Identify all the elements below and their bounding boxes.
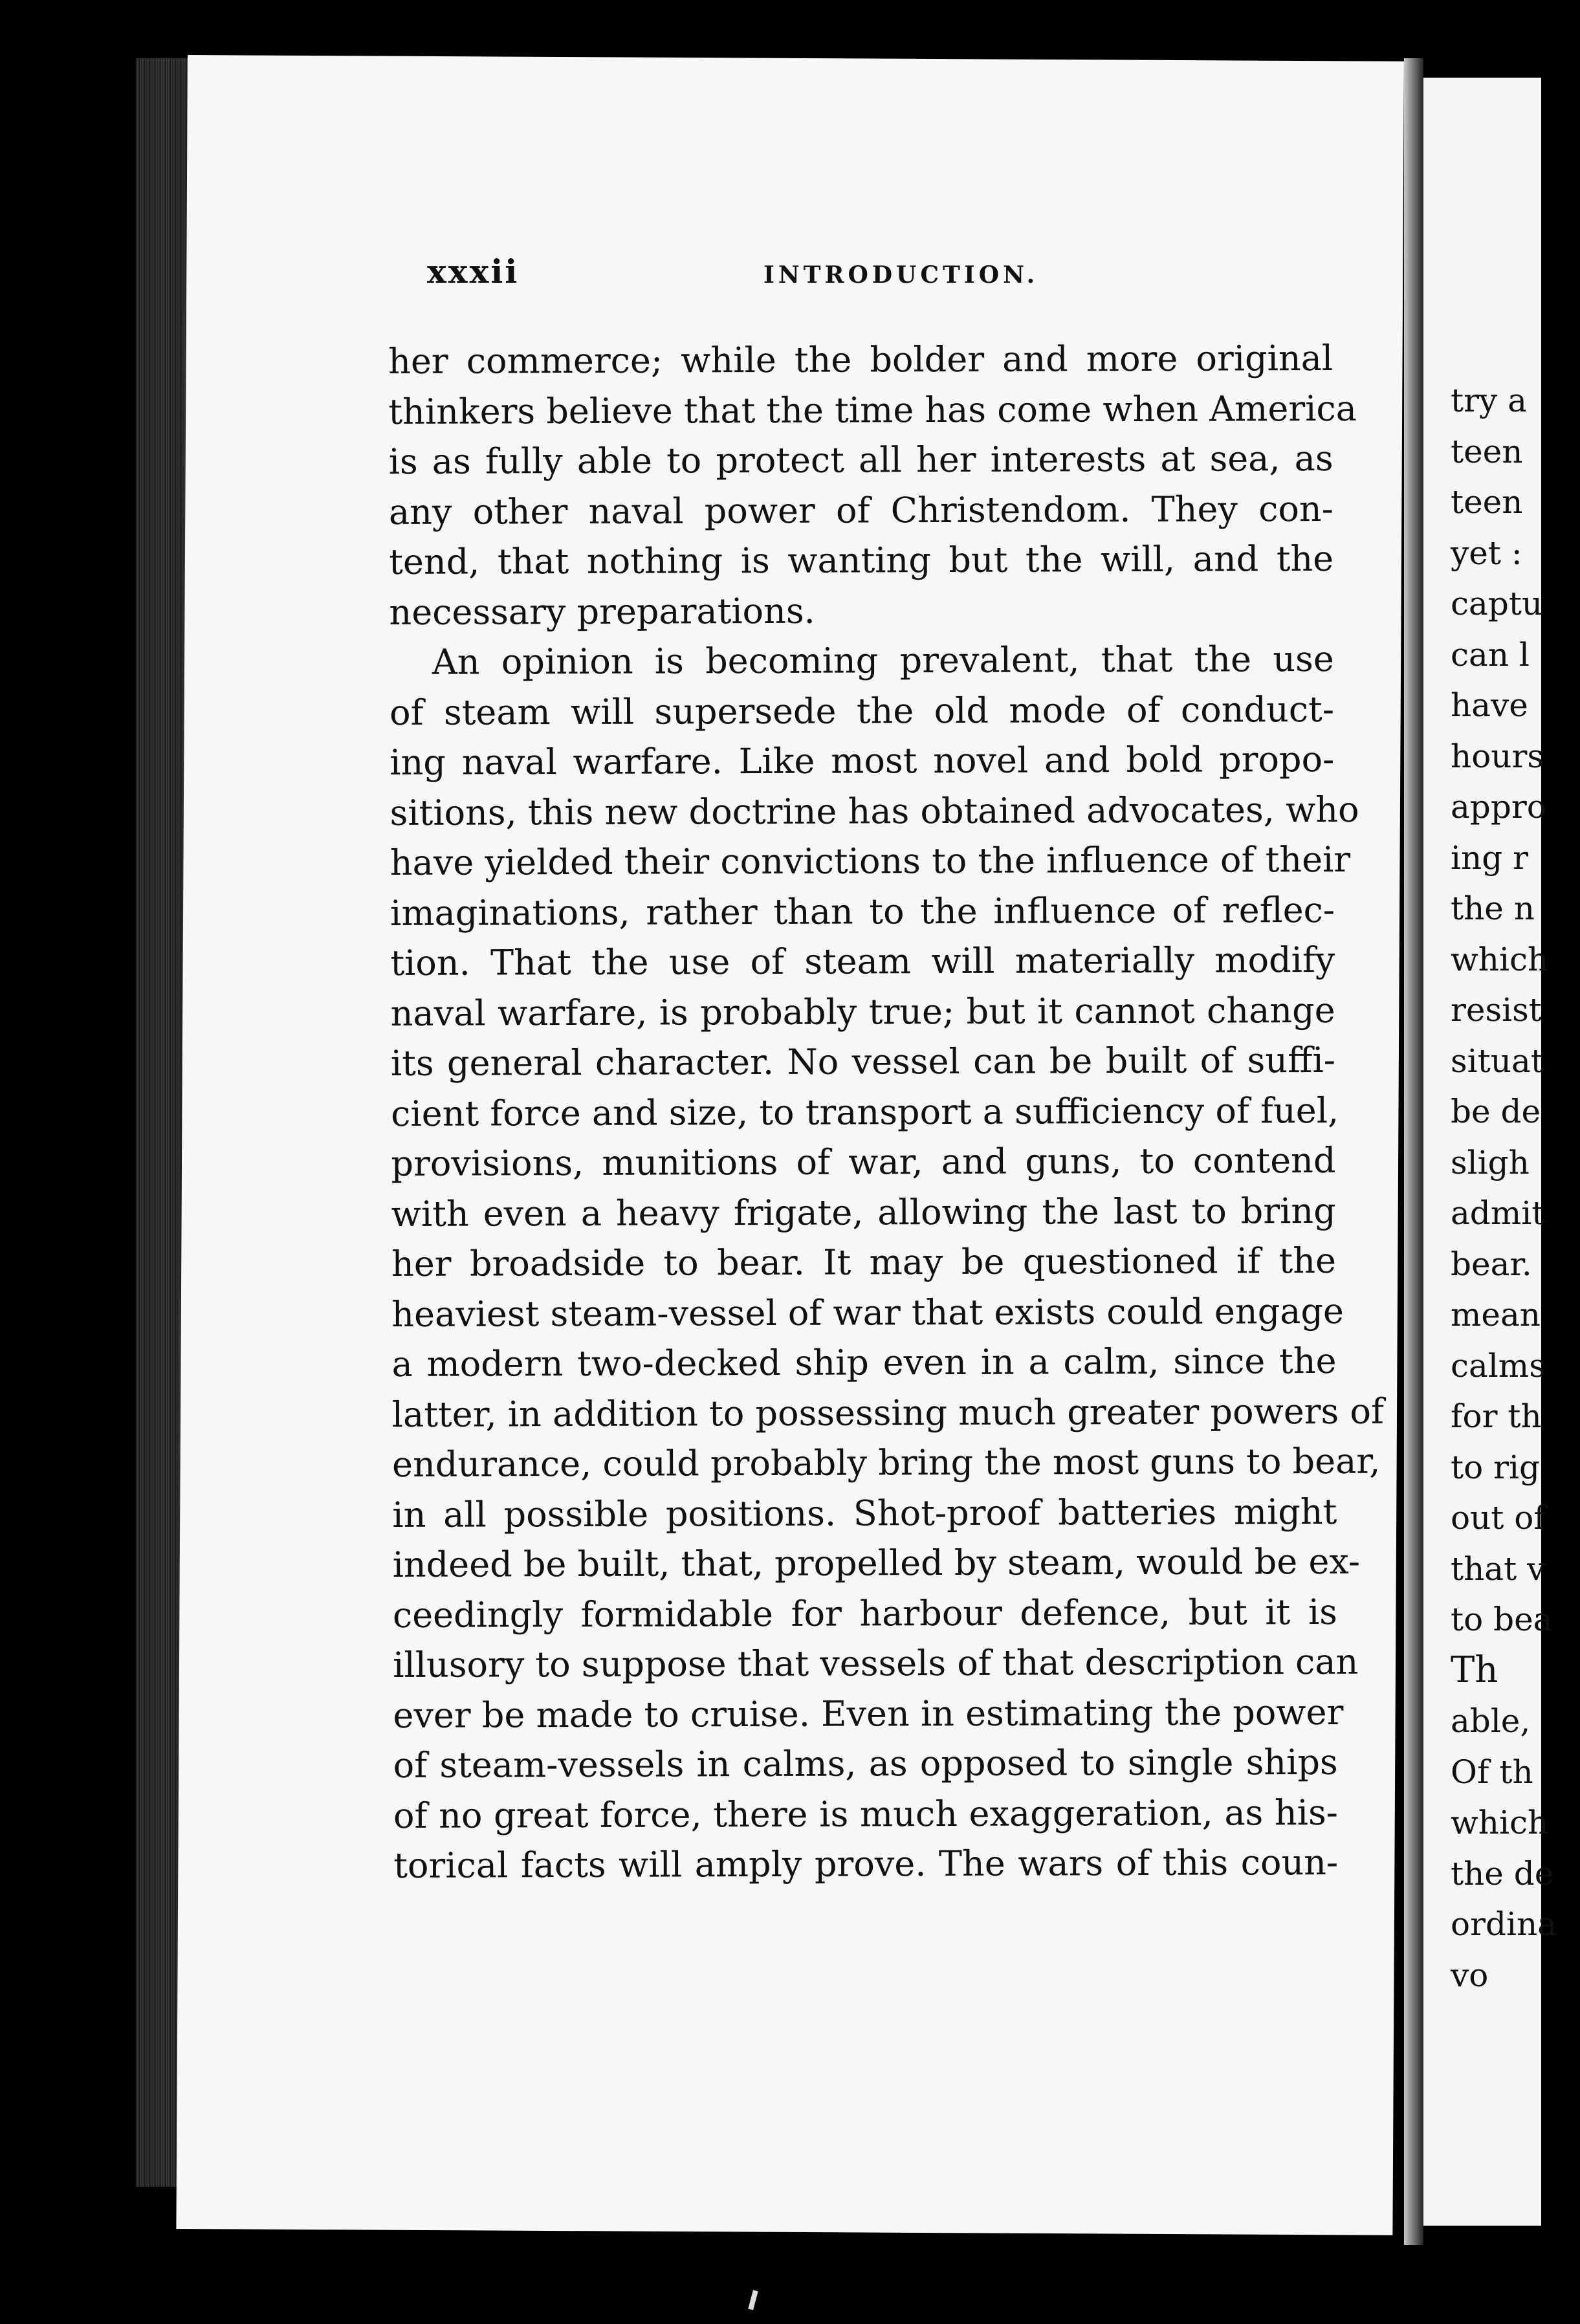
running-head: INTRODUCTION.	[763, 261, 1039, 289]
text-line: is as fully able to protect all her interests at sea, as	[388, 437, 1333, 482]
text-line: illusory to suppose that vessels of that description can	[393, 1641, 1359, 1685]
right-text-fragment: can l	[1451, 635, 1530, 674]
right-text-fragment: mean	[1451, 1296, 1541, 1333]
text-line: have yielded their convictions to the influence of their	[390, 839, 1351, 883]
right-text-fragment: for th	[1451, 1398, 1542, 1435]
text-line: of steam-vessels in calms, as opposed to single ships	[393, 1741, 1338, 1786]
body-text	[388, 333, 1385, 1891]
text-line: with even a heavy frigate, allowing the last to bring	[391, 1190, 1336, 1234]
right-text-fragment: to rig	[1451, 1448, 1540, 1486]
right-text-fragment: have	[1451, 686, 1528, 724]
right-text-fragment: calms	[1451, 1346, 1546, 1385]
right-text-fragment: bear.	[1451, 1245, 1532, 1283]
right-text-fragment: yet :	[1451, 534, 1522, 572]
book-gutter	[1404, 58, 1423, 2245]
page-header	[427, 252, 1333, 311]
text-line: cient force and size, to transport a sufficiency of fuel,	[391, 1090, 1339, 1134]
text-line: indeed be built, that, propelled by steam, would be ex-	[392, 1540, 1361, 1585]
right-text-fragment: admit	[1451, 1194, 1545, 1232]
right-text-fragment: which	[1451, 940, 1549, 978]
text-line: of steam will supersede the old mode of conduct-	[389, 688, 1335, 733]
right-text-fragment: resist	[1451, 991, 1542, 1029]
text-line: her commerce; while the bolder and more original	[388, 337, 1333, 382]
text-line: a modern two-decked ship even in a calm, since the	[391, 1340, 1337, 1385]
text-line: sitions, this new doctrine has obtained advocates, who	[390, 789, 1359, 833]
right-text-fragment: teen	[1451, 483, 1523, 521]
text-line: latter, in addition to possessing much greater powers of	[391, 1390, 1385, 1435]
right-text-fragment: be de	[1451, 1093, 1541, 1130]
right-text-fragment: that v	[1451, 1550, 1546, 1588]
right-text-fragment: appro	[1451, 788, 1546, 826]
right-text-fragment: try a	[1451, 382, 1527, 419]
text-line: tion. That the use of steam will materially modify	[390, 939, 1335, 983]
text-line: naval warfare, is probably true; but it cannot change	[390, 989, 1335, 1034]
text-line: any other naval power of Christendom. They con-	[388, 488, 1334, 532]
paragraph-start: An opinion is becoming prevalent, that the use	[432, 638, 1334, 683]
right-text-fragment: ordina	[1451, 1905, 1557, 1943]
text-line: in all possible positions. Shot-proof batteries might	[392, 1491, 1337, 1535]
right-text-fragment: vo	[1451, 1956, 1489, 1994]
scan-mark	[748, 2290, 758, 2310]
right-text-fragment: ing r	[1451, 839, 1528, 877]
text-line: tend, that nothing is wanting but the will, and the	[389, 538, 1334, 582]
text-line: imaginations, rather than to the influence of reflec-	[390, 889, 1335, 934]
right-text-fragment: Of th	[1451, 1753, 1533, 1791]
page-number: xxxii	[427, 252, 520, 290]
right-text-fragment: sligh	[1451, 1143, 1530, 1181]
right-text-fragment: able,	[1451, 1702, 1531, 1740]
text-line: torical facts will amply prove. The wars of this coun-	[393, 1841, 1339, 1886]
text-line: heaviest steam-vessel of war that exists could engage	[391, 1290, 1344, 1335]
right-page-text	[1451, 375, 1580, 2001]
right-text-fragment: the n	[1451, 890, 1535, 927]
right-text-fragment: the de	[1451, 1854, 1554, 1892]
text-line: endurance, could probably bring the most guns to bear,	[391, 1440, 1381, 1485]
right-text-fragment: captu	[1451, 585, 1543, 622]
right-text-fragment: hours	[1451, 737, 1544, 775]
right-text-fragment: out of	[1451, 1499, 1546, 1537]
right-text-fragment: which	[1451, 1804, 1549, 1841]
right-text-fragment: Th	[1451, 1649, 1498, 1691]
text-line: provisions, munitions of war, and guns, to contend	[391, 1139, 1336, 1184]
right-text-fragment: situat	[1451, 1042, 1544, 1080]
text-line: ing naval warfare. Like most novel and bold propo-	[390, 738, 1335, 783]
text-line: ever be made to cruise. Even in estimating the power	[393, 1691, 1344, 1736]
right-page	[1423, 78, 1557, 2226]
text-line: necessary preparations.	[389, 590, 815, 633]
text-line: her broadside to bear. It may be questioned if the	[391, 1240, 1337, 1284]
text-line: of no great force, there is much exaggeration, as his-	[393, 1792, 1339, 1836]
right-text-fragment: teen	[1451, 432, 1523, 470]
right-text-fragment: to bea	[1451, 1601, 1553, 1638]
text-line: ceedingly formidable for harbour defence, but it is	[392, 1591, 1337, 1636]
text-line: its general character. No vessel can be built of suffi-	[390, 1039, 1336, 1084]
text-line: thinkers believe that the time has come when America	[388, 388, 1357, 432]
